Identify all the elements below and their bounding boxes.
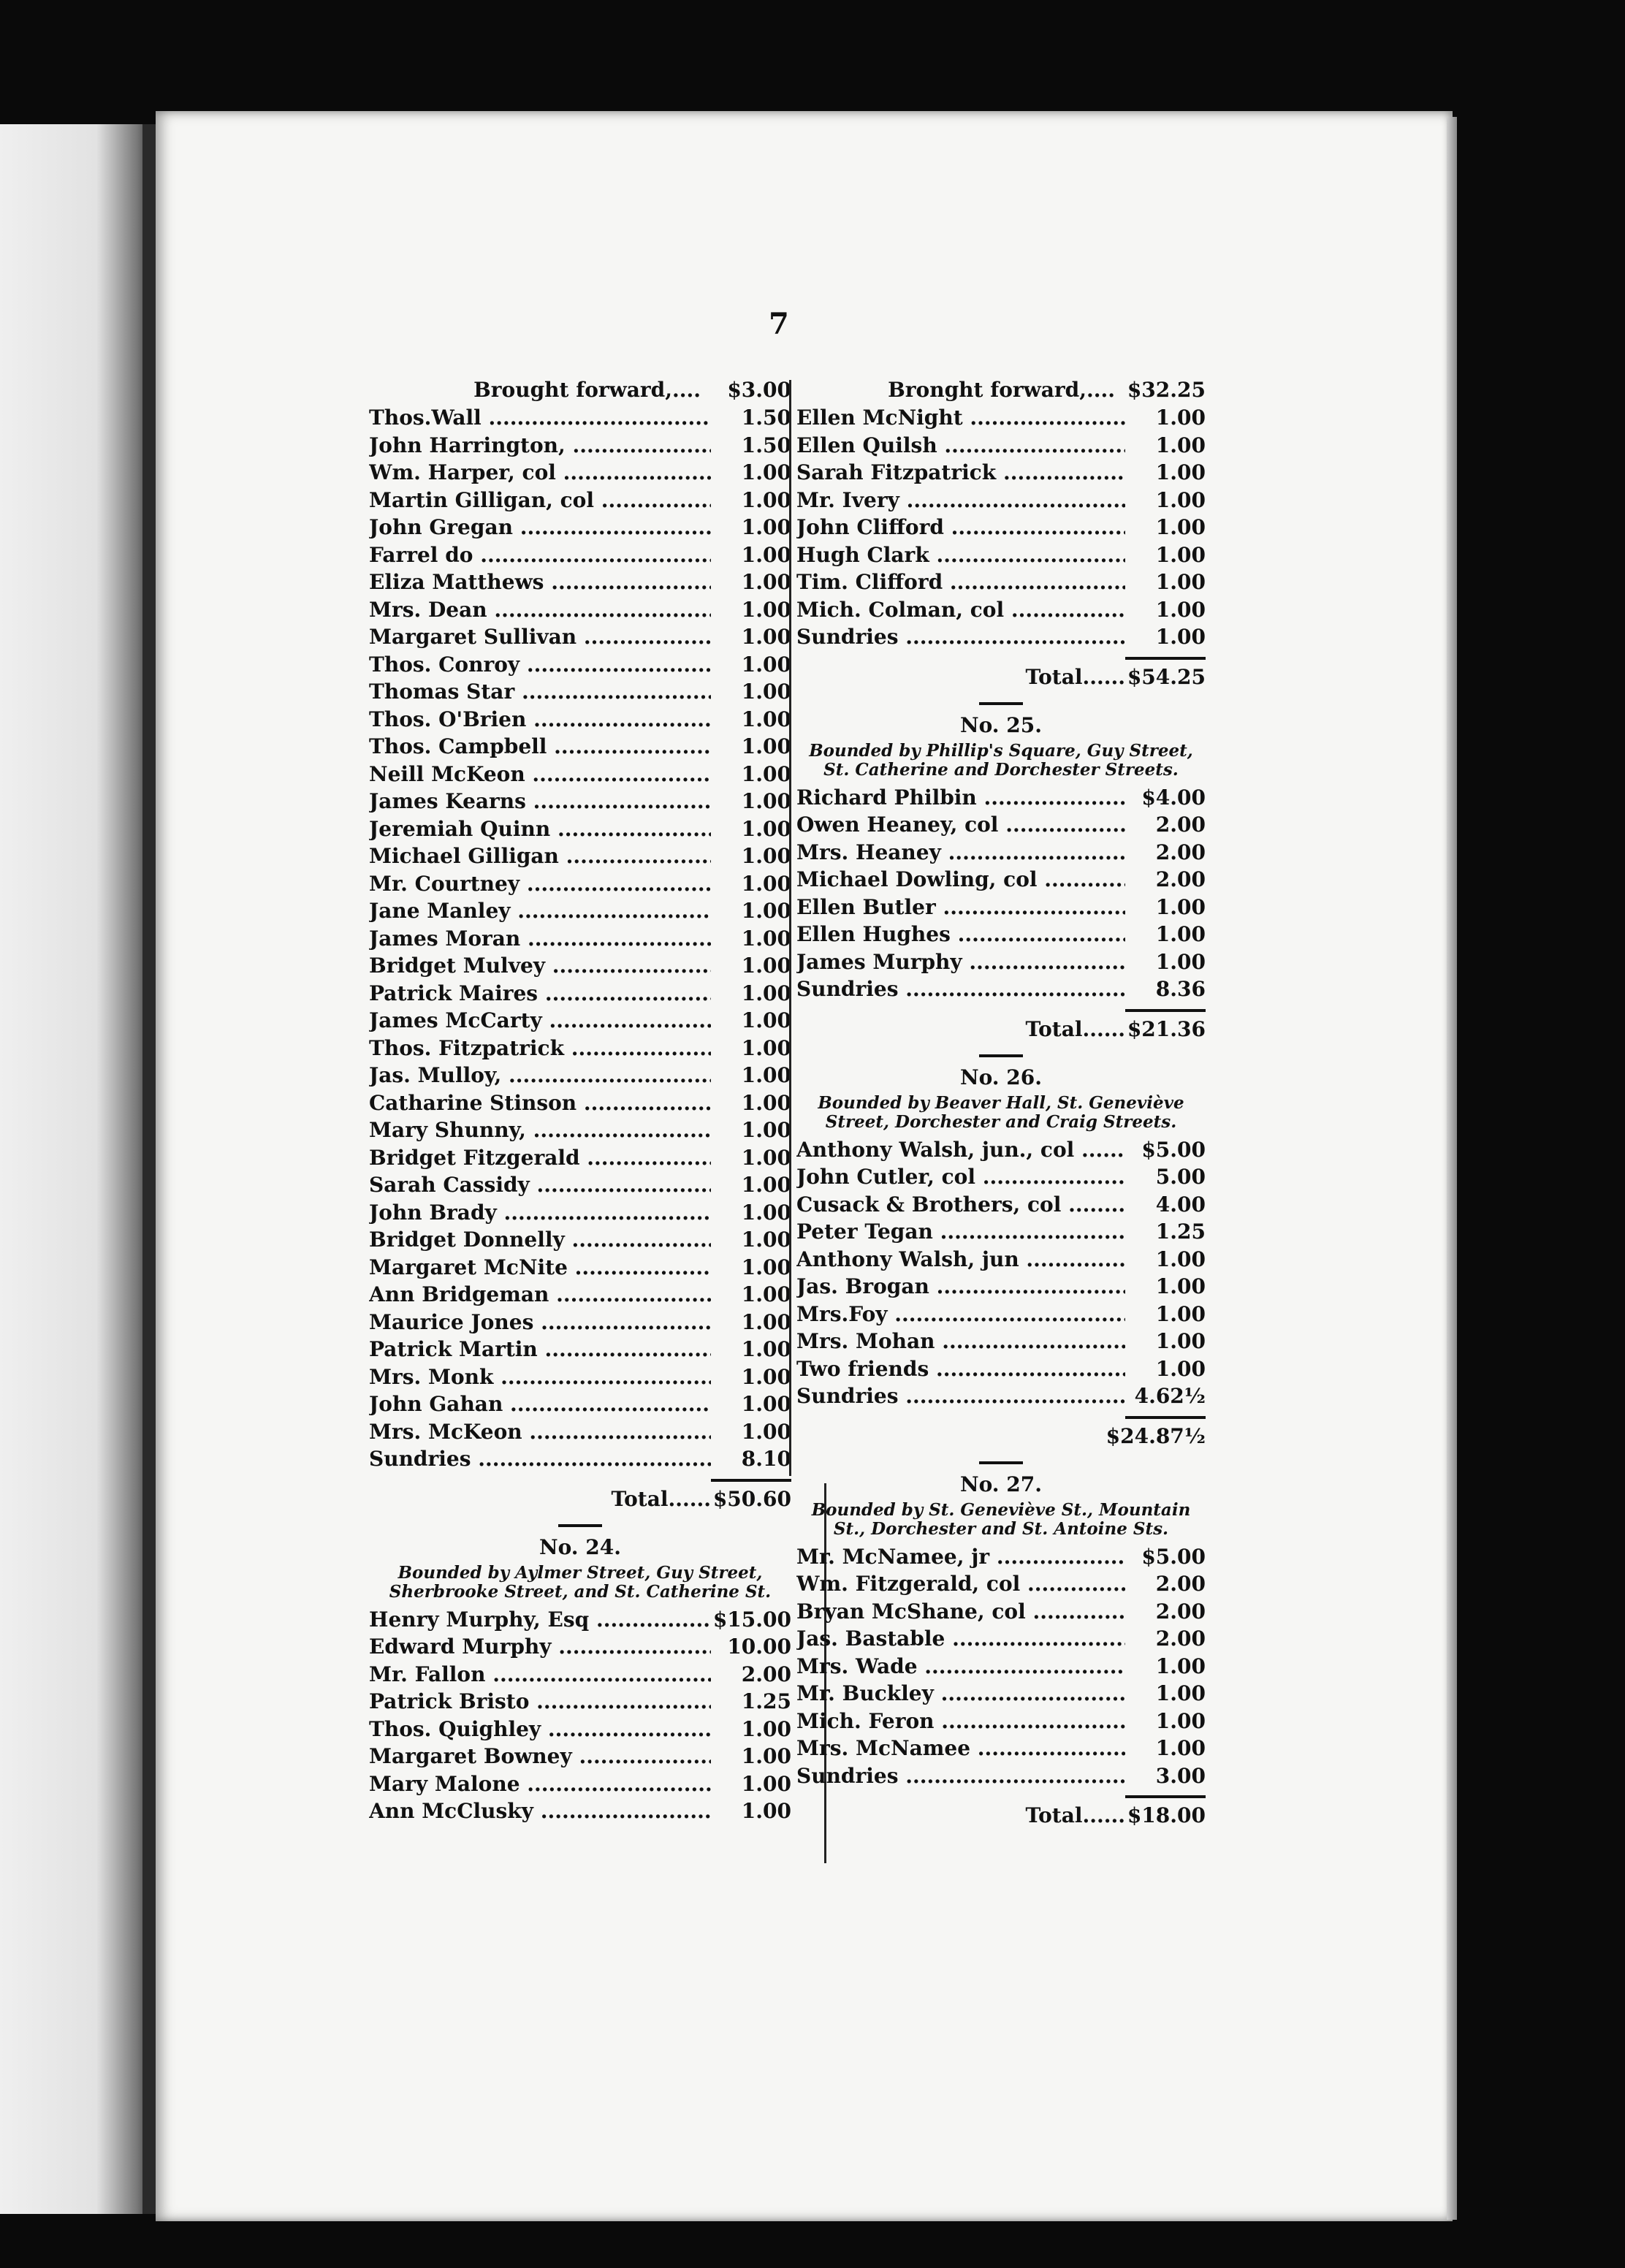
list-item bbox=[796, 784, 1206, 812]
entry-amount: 1.00 bbox=[741, 570, 791, 594]
list-item bbox=[369, 1035, 791, 1062]
entry-amount: 1.00 bbox=[1155, 1356, 1206, 1381]
list-item bbox=[796, 1570, 1206, 1598]
total-amount: $21.36 bbox=[1127, 1016, 1206, 1041]
entry-name: Michael Gilligan ..... bbox=[369, 842, 711, 870]
entry-name: Edward Murphy ..... bbox=[369, 1633, 711, 1661]
list-item bbox=[369, 1226, 791, 1254]
section-boundary-no-27: Bounded by St. Geneviève St., Mountain St., Dorchester and St. Antoine Sts. bbox=[811, 1499, 1191, 1539]
list-item bbox=[369, 1743, 791, 1770]
list-item bbox=[369, 1445, 791, 1473]
entry-amount: 1.00 bbox=[741, 1145, 791, 1170]
entry-name: Ann McClusky ..... bbox=[369, 1797, 711, 1825]
section-title-no-26: No. 26. bbox=[960, 1065, 1042, 1089]
entry-amount: 1.00 bbox=[741, 460, 791, 484]
list-item bbox=[369, 623, 791, 651]
entry-amount: 2.00 bbox=[1155, 867, 1206, 891]
list-item bbox=[796, 404, 1206, 432]
section-title-no-25: No. 25. bbox=[960, 712, 1042, 737]
brought-forward-row bbox=[369, 376, 791, 404]
entry-name: Wm. Fitzgerald, col ..... bbox=[796, 1570, 1125, 1598]
entry-name: Mich. Colman, col ..... bbox=[796, 596, 1125, 624]
entry-amount: 1.00 bbox=[1155, 922, 1206, 946]
entry-name: Tim. Clifford ..... bbox=[796, 568, 1125, 596]
entry-name: Thos. Conroy ..... bbox=[369, 651, 711, 679]
entry-name: Wm. Harper, col ..... bbox=[369, 459, 711, 487]
entry-name: Mrs. Wade ..... bbox=[796, 1653, 1125, 1681]
entry-name: Hugh Clark ..... bbox=[796, 541, 1125, 569]
list-item bbox=[369, 1007, 791, 1035]
entry-amount: $4.00 bbox=[1141, 785, 1206, 810]
total-rule bbox=[1125, 1009, 1206, 1012]
entry-name: John Brady ..... bbox=[369, 1199, 711, 1227]
entry-name: Margaret Sullivan ..... bbox=[369, 623, 711, 651]
entry-amount: 1.00 bbox=[741, 542, 791, 567]
entry-name: Bridget Fitzgerald ..... bbox=[369, 1144, 711, 1172]
section-boundary-no-25: Bounded by Phillip's Square, Guy Street, St. Catherine and Dorchester Streets. bbox=[809, 740, 1193, 780]
entry-amount: 1.00 bbox=[741, 1716, 791, 1741]
list-item bbox=[369, 404, 791, 432]
brought-forward-amount: $3.00 bbox=[727, 378, 791, 402]
entry-amount: 1.50 bbox=[741, 433, 791, 457]
list-item bbox=[369, 541, 791, 569]
entry-amount: 1.00 bbox=[741, 1771, 791, 1796]
entry-name: Mrs. Dean ..... bbox=[369, 596, 711, 624]
total-amount: $18.00 bbox=[1127, 1803, 1206, 1827]
entry-amount: 1.00 bbox=[741, 515, 791, 539]
list-item bbox=[796, 596, 1206, 624]
entry-name: John Clifford ..... bbox=[796, 514, 1125, 541]
list-item bbox=[369, 815, 791, 843]
list-item bbox=[369, 870, 791, 898]
entry-name: Thos. Fitzpatrick ..... bbox=[369, 1035, 711, 1062]
entry-amount: 1.50 bbox=[741, 406, 791, 430]
entry-name: Thos. Campbell ..... bbox=[369, 733, 711, 761]
list-item bbox=[796, 1355, 1206, 1383]
list-item bbox=[369, 678, 791, 706]
list-item bbox=[369, 1418, 791, 1446]
entry-name: Bryan McShane, col ..... bbox=[796, 1598, 1125, 1626]
entry-amount: 1.00 bbox=[1155, 894, 1206, 919]
entry-amount: 3.00 bbox=[1155, 1763, 1206, 1788]
entry-name: Ann Bridgeman ..... bbox=[369, 1281, 711, 1309]
list-item bbox=[796, 459, 1206, 487]
entry-name: Michael Dowling, col ..... bbox=[796, 866, 1125, 894]
entry-amount: $15.00 bbox=[712, 1607, 791, 1632]
list-item bbox=[369, 1633, 791, 1661]
total-amount: $54.25 bbox=[1127, 664, 1206, 689]
list-item bbox=[796, 866, 1206, 894]
entry-amount: 1.00 bbox=[741, 652, 791, 677]
entry-name: Patrick Maires ..... bbox=[369, 980, 711, 1008]
entry-amount: 8.36 bbox=[1155, 977, 1206, 1001]
list-item bbox=[796, 514, 1206, 541]
entry-amount: 1.00 bbox=[1155, 1274, 1206, 1298]
section-rule bbox=[558, 1524, 602, 1527]
entry-amount: 1.00 bbox=[741, 899, 791, 923]
list-item bbox=[369, 1254, 791, 1282]
list-item bbox=[369, 925, 791, 953]
entry-amount: 1.00 bbox=[741, 1035, 791, 1060]
entry-name: Neill McKeon ..... bbox=[369, 761, 711, 788]
list-item bbox=[796, 1246, 1206, 1274]
entry-amount: 1.00 bbox=[1155, 406, 1206, 430]
entry-amount: 1.00 bbox=[741, 816, 791, 841]
list-item bbox=[796, 1191, 1206, 1219]
entry-name: Catharine Stinson ..... bbox=[369, 1089, 711, 1117]
section-rule bbox=[979, 1054, 1023, 1057]
entry-name: Cusack & Brothers, col ..... bbox=[796, 1191, 1125, 1219]
entry-name: James Moran ..... bbox=[369, 925, 711, 953]
entry-name: Sarah Cassidy ..... bbox=[369, 1171, 711, 1199]
entry-name: Thos. Quighley ..... bbox=[369, 1716, 711, 1743]
entry-amount: 2.00 bbox=[741, 1662, 791, 1686]
entry-amount: 2.00 bbox=[1155, 1599, 1206, 1624]
entry-name: James McCarty ..... bbox=[369, 1007, 711, 1035]
brought-forward-row bbox=[796, 376, 1206, 404]
entry-amount: 1.00 bbox=[741, 1309, 791, 1334]
entry-amount: 1.00 bbox=[741, 597, 791, 622]
list-item bbox=[369, 459, 791, 487]
list-item bbox=[369, 568, 791, 596]
entry-name: John Gregan ..... bbox=[369, 514, 711, 541]
list-item bbox=[796, 1543, 1206, 1571]
entry-amount: 1.00 bbox=[1155, 433, 1206, 457]
list-item bbox=[796, 1625, 1206, 1653]
entry-name: Sarah Fitzpatrick ..... bbox=[796, 459, 1125, 487]
entry-name: Richard Philbin ..... bbox=[796, 784, 1125, 812]
list-item bbox=[796, 1301, 1206, 1328]
total-amount: $50.60 bbox=[712, 1486, 791, 1511]
entry-name: Mr. McNamee, jr ..... bbox=[796, 1543, 1125, 1571]
entry-amount: 1.00 bbox=[741, 954, 791, 978]
entry-name: Mr. Buckley ..... bbox=[796, 1680, 1125, 1708]
total-rule bbox=[1125, 657, 1206, 660]
entry-amount: 1.00 bbox=[741, 1090, 791, 1115]
entry-amount: 1.00 bbox=[741, 981, 791, 1005]
list-item bbox=[796, 623, 1206, 651]
list-item bbox=[796, 1163, 1206, 1191]
list-item bbox=[369, 1309, 791, 1336]
list-item bbox=[369, 1336, 791, 1363]
page-edge-shadow bbox=[1447, 117, 1457, 2220]
section-title-no-24: No. 24. bbox=[539, 1534, 621, 1559]
list-item bbox=[369, 1606, 791, 1634]
list-item bbox=[369, 706, 791, 734]
entry-amount: 1.00 bbox=[1155, 460, 1206, 484]
entry-amount: 1.00 bbox=[1155, 949, 1206, 974]
list-item bbox=[369, 1797, 791, 1825]
total-rule bbox=[711, 1479, 791, 1482]
list-item bbox=[369, 952, 791, 980]
entry-amount: 1.00 bbox=[741, 1337, 791, 1361]
entry-name: Jane Manley ..... bbox=[369, 897, 711, 925]
total-label: Total ...... bbox=[796, 1015, 1125, 1044]
list-item bbox=[369, 980, 791, 1008]
entry-amount: 5.00 bbox=[1155, 1165, 1206, 1189]
entry-amount: 1.00 bbox=[741, 1282, 791, 1306]
entry-amount: 1.00 bbox=[1155, 1681, 1206, 1705]
entry-amount: 1.00 bbox=[1155, 487, 1206, 512]
entry-amount: 1.00 bbox=[741, 680, 791, 704]
list-item bbox=[369, 842, 791, 870]
entry-amount: 2.00 bbox=[1155, 813, 1206, 837]
right-entries-list bbox=[796, 404, 1206, 651]
entry-name: John Cutler, col ..... bbox=[796, 1163, 1125, 1191]
entry-name: Bridget Mulvey ..... bbox=[369, 952, 711, 980]
entry-amount: 1.00 bbox=[741, 1008, 791, 1032]
entry-name: Jas. Brogan ..... bbox=[796, 1273, 1125, 1301]
list-item bbox=[796, 432, 1206, 460]
entry-name: Jas. Bastable ..... bbox=[796, 1625, 1125, 1653]
entry-amount: 10.00 bbox=[727, 1635, 791, 1659]
section-boundary-no-26: Bounded by Beaver Hall, St. Geneviève Street, Dorchester and Craig Streets. bbox=[818, 1092, 1184, 1132]
entry-name: Ellen Hughes ..... bbox=[796, 921, 1125, 948]
section-rule bbox=[979, 1461, 1023, 1464]
list-item bbox=[369, 761, 791, 788]
section-rule bbox=[979, 702, 1023, 705]
total-rule bbox=[1125, 1416, 1206, 1419]
entry-name: Margaret McNite ..... bbox=[369, 1254, 711, 1282]
entry-amount: 1.00 bbox=[1155, 1247, 1206, 1271]
total-label: Total ...... bbox=[369, 1485, 711, 1514]
list-item bbox=[369, 1116, 791, 1144]
entry-amount: 1.00 bbox=[741, 1228, 791, 1252]
entry-amount: 1.00 bbox=[741, 871, 791, 896]
entry-amount: 1.00 bbox=[1155, 625, 1206, 649]
list-item bbox=[369, 733, 791, 761]
list-item bbox=[369, 514, 791, 541]
entry-amount: 1.00 bbox=[1155, 1708, 1206, 1733]
list-item bbox=[796, 568, 1206, 596]
list-item bbox=[369, 1281, 791, 1309]
entry-name: Ellen McNight ..... bbox=[796, 404, 1125, 432]
entry-amount: 1.00 bbox=[741, 487, 791, 512]
list-item bbox=[796, 1328, 1206, 1355]
list-item bbox=[796, 839, 1206, 867]
left-entries-list bbox=[369, 404, 791, 1473]
entry-name: Mr. Ivery ..... bbox=[796, 487, 1125, 514]
page-number: 7 bbox=[769, 307, 789, 341]
entry-name: Two friends ..... bbox=[796, 1355, 1125, 1383]
list-item bbox=[369, 1171, 791, 1199]
entry-name: Henry Murphy, Esq ..... bbox=[369, 1606, 711, 1634]
list-item bbox=[369, 1390, 791, 1418]
no-26-entries-list bbox=[796, 1136, 1206, 1410]
entry-name: Mich. Feron ..... bbox=[796, 1708, 1125, 1735]
no-24-entries-list bbox=[369, 1606, 791, 1825]
entry-name: Eliza Matthews ..... bbox=[369, 568, 711, 596]
list-item bbox=[796, 1653, 1206, 1681]
book-gutter bbox=[142, 124, 157, 2214]
list-item bbox=[369, 1688, 791, 1716]
list-item bbox=[369, 1363, 791, 1391]
list-item bbox=[796, 975, 1206, 1003]
list-item bbox=[796, 541, 1206, 569]
entry-amount: 1.00 bbox=[1155, 1329, 1206, 1353]
entry-amount: 1.00 bbox=[741, 1118, 791, 1142]
entry-name: Mrs. McKeon ..... bbox=[369, 1418, 711, 1446]
entry-name: Owen Heaney, col ..... bbox=[796, 811, 1125, 839]
entry-name: Mr. Courtney ..... bbox=[369, 870, 711, 898]
entry-amount: 1.00 bbox=[741, 926, 791, 951]
no-25-entries-list bbox=[796, 784, 1206, 1003]
list-item bbox=[369, 1089, 791, 1117]
list-item bbox=[369, 788, 791, 815]
entry-amount: 1.00 bbox=[741, 1419, 791, 1444]
entry-name: Mr. Fallon ..... bbox=[369, 1661, 711, 1689]
list-item bbox=[796, 1218, 1206, 1246]
entry-amount: 4.62½ bbox=[1134, 1384, 1206, 1408]
list-item bbox=[369, 1062, 791, 1089]
entry-name: Thomas Star ..... bbox=[369, 678, 711, 706]
entry-amount: 1.00 bbox=[1155, 1736, 1206, 1760]
entry-name: Maurice Jones ..... bbox=[369, 1309, 711, 1336]
entry-name: Jeremiah Quinn ..... bbox=[369, 815, 711, 843]
section-boundary-no-24: Bounded by Aylmer Street, Guy Street, Sherbrooke Street, and St. Catherine St. bbox=[389, 1562, 772, 1602]
entry-name: Jas. Mulloy, ..... bbox=[369, 1062, 711, 1089]
list-item bbox=[369, 1770, 791, 1798]
entry-amount: 1.25 bbox=[741, 1689, 791, 1713]
entry-amount: 1.00 bbox=[741, 1063, 791, 1087]
list-item bbox=[796, 1708, 1206, 1735]
entry-amount: 1.00 bbox=[741, 1200, 791, 1225]
entry-name: Mary Malone ..... bbox=[369, 1770, 711, 1798]
entry-name: Patrick Bristo ..... bbox=[369, 1688, 711, 1716]
entry-name: James Kearns ..... bbox=[369, 788, 711, 815]
entry-name: Ellen Quilsh ..... bbox=[796, 432, 1125, 460]
total-row-no-25 bbox=[796, 1015, 1206, 1044]
entry-amount: 1.25 bbox=[1155, 1219, 1206, 1244]
entry-name: John Gahan ..... bbox=[369, 1390, 711, 1418]
entry-amount: 1.00 bbox=[741, 844, 791, 868]
list-item bbox=[796, 1680, 1206, 1708]
entry-name: Sundries ..... bbox=[796, 975, 1125, 1003]
entry-amount: 2.00 bbox=[1155, 840, 1206, 864]
entry-amount: $5.00 bbox=[1141, 1137, 1206, 1162]
entry-name: Anthony Walsh, jun., col ..... bbox=[796, 1136, 1125, 1164]
entry-name: Bridget Donnelly ..... bbox=[369, 1226, 711, 1254]
entry-amount: 1.00 bbox=[741, 1744, 791, 1768]
entry-name: Mary Shunny, ..... bbox=[369, 1116, 711, 1144]
entry-amount: 1.00 bbox=[741, 1392, 791, 1416]
entry-name: James Murphy ..... bbox=[796, 948, 1125, 976]
list-item bbox=[369, 1716, 791, 1743]
entry-name: Peter Tegan ..... bbox=[796, 1218, 1125, 1246]
entry-amount: 2.00 bbox=[1155, 1572, 1206, 1596]
brought-forward-label: Bronght forward,.... bbox=[888, 378, 1115, 402]
entry-name: Sundries ..... bbox=[796, 623, 1125, 651]
entry-amount: $5.00 bbox=[1141, 1544, 1206, 1569]
list-item bbox=[369, 1199, 791, 1227]
total-label: Total ...... bbox=[796, 663, 1125, 692]
total-label: Total ...... bbox=[796, 1801, 1125, 1830]
entry-amount: 1.00 bbox=[741, 1364, 791, 1389]
list-item bbox=[796, 1735, 1206, 1762]
brought-forward-amount: $32.25 bbox=[1127, 378, 1206, 402]
no-27-entries-list bbox=[796, 1543, 1206, 1790]
entry-amount: 1.00 bbox=[741, 761, 791, 786]
entry-name: Mrs. McNamee ..... bbox=[796, 1735, 1125, 1762]
entry-name: Thos.Wall ..... bbox=[369, 404, 711, 432]
entry-amount: 1.00 bbox=[741, 1173, 791, 1197]
entry-name: Anthony Walsh, jun ..... bbox=[796, 1246, 1125, 1274]
entry-amount: 4.00 bbox=[1155, 1192, 1206, 1217]
entry-amount: 1.00 bbox=[741, 707, 791, 731]
list-item bbox=[796, 1382, 1206, 1410]
entry-name: Margaret Bowney ..... bbox=[369, 1743, 711, 1770]
entry-amount: 2.00 bbox=[1155, 1626, 1206, 1651]
entry-name: Mrs. Monk ..... bbox=[369, 1363, 711, 1391]
list-item bbox=[369, 432, 791, 460]
total-rule bbox=[1125, 1795, 1206, 1798]
entry-name: Thos. O'Brien ..... bbox=[369, 706, 711, 734]
total-row-no-26 bbox=[796, 1422, 1206, 1451]
entry-amount: 1.00 bbox=[1155, 1301, 1206, 1326]
entry-name: Mrs. Mohan ..... bbox=[796, 1328, 1125, 1355]
total-row-no-27 bbox=[796, 1801, 1206, 1830]
entry-name: Sundries ..... bbox=[796, 1382, 1125, 1410]
entry-amount: 1.00 bbox=[1155, 515, 1206, 539]
list-item bbox=[796, 948, 1206, 976]
list-item bbox=[369, 596, 791, 624]
total-row bbox=[369, 1485, 791, 1514]
right-column bbox=[796, 376, 1206, 1830]
list-item bbox=[796, 1136, 1206, 1164]
list-item bbox=[796, 487, 1206, 514]
list-item bbox=[796, 921, 1206, 948]
list-item bbox=[369, 1661, 791, 1689]
entry-amount: 1.00 bbox=[741, 1255, 791, 1279]
entry-amount: 8.10 bbox=[741, 1447, 791, 1471]
entry-name: John Harrington, ..... bbox=[369, 432, 711, 460]
list-item bbox=[369, 897, 791, 925]
left-column bbox=[369, 376, 791, 1825]
total-row bbox=[796, 663, 1206, 692]
section-title-no-27: No. 27. bbox=[960, 1472, 1042, 1496]
entry-amount: 1.00 bbox=[741, 1799, 791, 1823]
entry-amount: 1.00 bbox=[741, 789, 791, 813]
entry-name: Sundries ..... bbox=[369, 1445, 711, 1473]
entry-name: Farrel do ..... bbox=[369, 541, 711, 569]
entry-name: Sundries ..... bbox=[796, 1762, 1125, 1790]
column-divider-upper bbox=[789, 380, 791, 1476]
entry-amount: 1.00 bbox=[1155, 542, 1206, 567]
list-item bbox=[796, 1598, 1206, 1626]
entry-name: Mrs.Foy ..... bbox=[796, 1301, 1125, 1328]
entry-amount: 1.00 bbox=[741, 625, 791, 649]
entry-name: Ellen Butler ..... bbox=[796, 894, 1125, 921]
total-amount: $24.87½ bbox=[1105, 1423, 1206, 1448]
adjacent-page-edge bbox=[0, 124, 161, 2214]
entry-name: Patrick Martin ..... bbox=[369, 1336, 711, 1363]
entry-amount: 1.00 bbox=[1155, 570, 1206, 594]
list-item bbox=[796, 811, 1206, 839]
list-item bbox=[369, 651, 791, 679]
entry-amount: 1.00 bbox=[1155, 1654, 1206, 1678]
list-item bbox=[796, 894, 1206, 921]
brought-forward-label: Brought forward,.... bbox=[473, 378, 701, 402]
entry-name: Martin Gilligan, col ..... bbox=[369, 487, 711, 514]
entry-amount: 1.00 bbox=[741, 734, 791, 758]
list-item bbox=[369, 487, 791, 514]
entry-amount: 1.00 bbox=[1155, 597, 1206, 622]
list-item bbox=[796, 1273, 1206, 1301]
entry-name: Mrs. Heaney ..... bbox=[796, 839, 1125, 867]
list-item bbox=[369, 1144, 791, 1172]
list-item bbox=[796, 1762, 1206, 1790]
